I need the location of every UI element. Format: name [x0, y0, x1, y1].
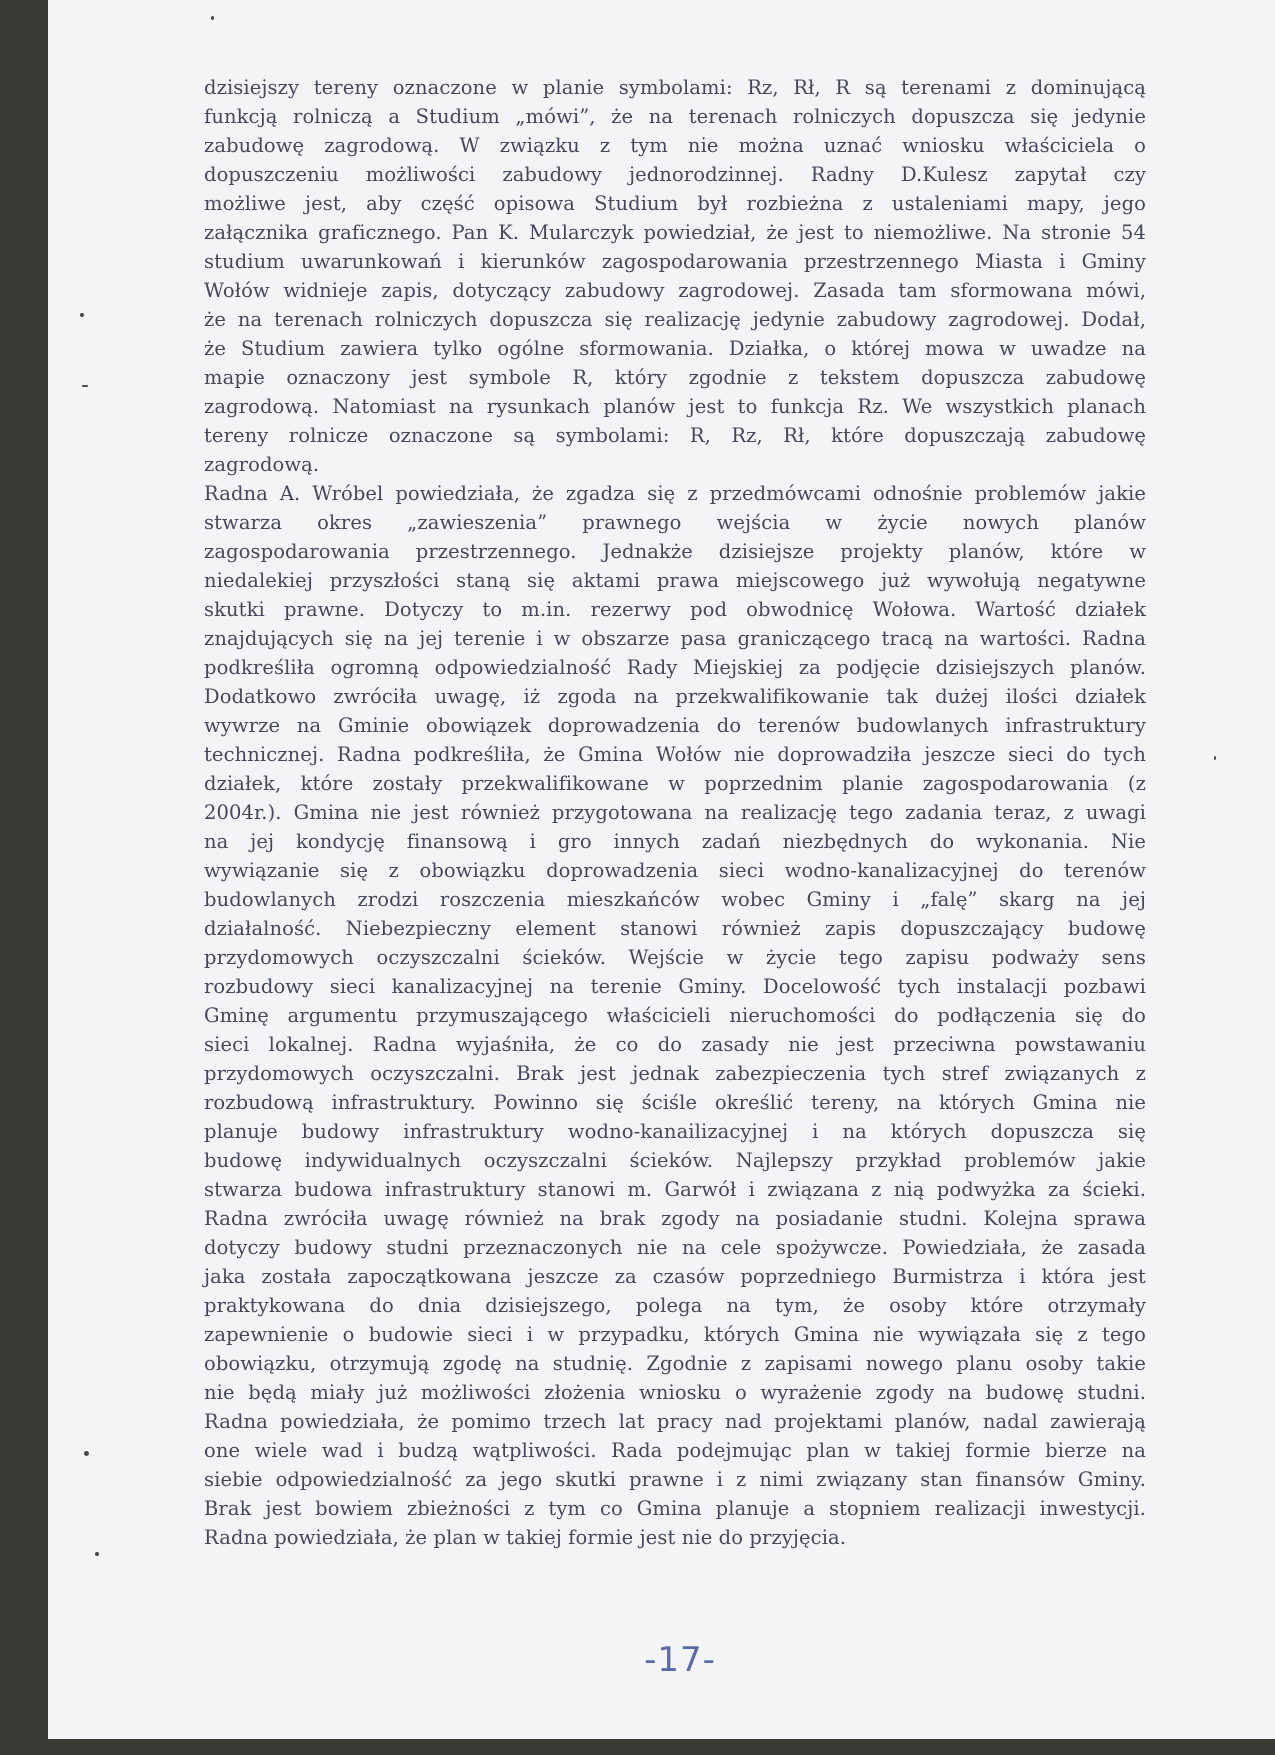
text-line: tereny rolnicze oznaczone są symbolami: R, Rz, Rł, które dopuszczają zabudowę	[204, 424, 1146, 447]
text-line: Radna zwróciła uwagę również na brak zgody na posiadanie studni. Kolejna sprawa	[204, 1207, 1146, 1230]
text-line: przydomowych oczyszczalni ścieków. Wejście w życie tego zapisu podważy sens	[204, 946, 1146, 969]
scan-speck	[95, 1552, 99, 1556]
text-line: zagospodarowania przestrzennego. Jednakże dzisiejsze projekty planów, które w	[204, 540, 1146, 563]
text-line: funkcją rolniczą a Studium „mówi”, że na terenach rolniczych dopuszcza się jedynie	[204, 105, 1146, 128]
scan-speck	[1214, 756, 1216, 760]
text-line: dzisiejszy tereny oznaczone w planie symbolami: Rz, Rł, R są terenami z dominującą	[204, 76, 1146, 99]
text-line: Wołów widnieje zapis, dotyczący zabudowy zagrodowej. Zasada tam sformowana mówi,	[204, 279, 1146, 302]
text-line: planuje budowy infrastruktury wodno-kanailizacyjnej i na których dopuszcza się	[204, 1120, 1146, 1143]
text-line: one wiele wad i budzą wątpliwości. Rada podejmując plan w takiej formie bierze na	[204, 1439, 1146, 1462]
text-line: 2004r.). Gmina nie jest również przygotowana na realizację tego zadania teraz, z uwagi	[204, 801, 1146, 824]
text-line: zapewnienie o budowie sieci i w przypadku, których Gmina nie wywiązała się z tego	[204, 1323, 1146, 1346]
scan-speck	[211, 16, 214, 20]
text-line: stwarza okres „zawieszenia” prawnego wejścia w życie nowych planów	[204, 511, 1146, 534]
text-line: obowiązku, otrzymują zgodę na studnię. Zgodnie z zapisami nowego planu osoby takie	[204, 1352, 1146, 1375]
text-line: nie będą miały już możliwości złożenia wniosku o wyrażenie zgody na budowę studni.	[204, 1381, 1146, 1404]
text-line: Radna powiedziała, że pomimo trzech lat pracy nad projektami planów, nadal zawierają	[204, 1410, 1146, 1433]
text-line: znajdujących się na jej terenie i w obszarze pasa graniczącego tracą na wartości. Radna	[204, 627, 1146, 650]
text-line: Dodatkowo zwróciła uwagę, iż zgoda na przekwalifikowanie tak dużej ilości działek	[204, 685, 1146, 708]
text-line: praktykowana do dnia dzisiejszego, polega na tym, że osoby które otrzymały	[204, 1294, 1146, 1317]
text-line: skutki prawne. Dotyczy to m.in. rezerwy pod obwodnicę Wołowa. Wartość działek	[204, 598, 1146, 621]
text-line: technicznej. Radna podkreśliła, że Gmina Wołów nie doprowadziła jeszcze sieci do tych	[204, 743, 1146, 766]
text-line: Radna A. Wróbel powiedziała, że zgadza się z przedmówcami odnośnie problemów jakie	[204, 482, 1146, 505]
text-line: dopuszczeniu możliwości zabudowy jednorodzinnej. Radny D.Kulesz zapytał czy	[204, 163, 1146, 186]
text-line: działek, które zostały przekwalifikowane w poprzednim planie zagospodarowania (z	[204, 772, 1146, 795]
scan-speck	[84, 1451, 89, 1456]
text-line: budowę indywidualnych oczyszczalni ścieków. Najlepszy przykład problemów jakie	[204, 1149, 1146, 1172]
text-line: załącznika graficznego. Pan K. Mularczyk powiedział, że jest to niemożliwe. Na stronie 54	[204, 221, 1146, 244]
text-line: stwarza budowa infrastruktury stanowi m. Garwół i związana z nią podwyżka za ścieki.	[204, 1178, 1146, 1201]
text-line: przydomowych oczyszczalni. Brak jest jednak zabezpieczenia tych stref związanych z	[204, 1062, 1146, 1085]
text-line: działalność. Niebezpieczny element stanowi również zapis dopuszczający budowę	[204, 917, 1146, 940]
text-line: siebie odpowiedzialność za jego skutki prawne i z nimi związany stan finansów Gminy.	[204, 1468, 1146, 1491]
scan-speck	[80, 313, 84, 317]
text-line: niedalekiej przyszłości staną się aktami prawa miejscowego już wywołują negatywne	[204, 569, 1146, 592]
text-line: Gminę argumentu przymuszającego właścicieli nieruchomości do podłączenia się do	[204, 1004, 1146, 1027]
text-line: Radna powiedziała, że plan w takiej formie jest nie do przyjęcia.	[204, 1526, 847, 1549]
scan-bottom-edge	[0, 1739, 1275, 1755]
text-line: dotyczy budowy studni przeznaczonych nie na cele spożywcze. Powiedziała, że zasada	[204, 1236, 1146, 1259]
text-line: że na terenach rolniczych dopuszcza się realizację jedynie zabudowy zagrodowej. Dodał,	[204, 308, 1146, 331]
text-line: wywrze na Gminie obowiązek doprowadzenia do terenów budowlanych infrastruktury	[204, 714, 1146, 737]
text-line: zabudowę zagrodową. W związku z tym nie można uznać wniosku właściciela o	[204, 134, 1146, 157]
text-line: Brak jest bowiem zbieżności z tym co Gmina planuje a stopniem realizacji inwestycji.	[204, 1497, 1146, 1520]
text-line: jaka została zapoczątkowana jeszcze za czasów poprzedniego Burmistrza i która jest	[204, 1265, 1146, 1288]
scan-speck	[82, 385, 88, 387]
document-body	[204, 73, 1146, 1552]
text-line: budowlanych zrodzi roszczenia mieszkańców wobec Gminy i „falę” skarg na jej	[204, 888, 1146, 911]
text-line: rozbudowy sieci kanalizacyjnej na terenie Gminy. Docelowość tych instalacji pozbawi	[204, 975, 1146, 998]
text-line: studium uwarunkowań i kierunków zagospodarowania przestrzennego Miasta i Gminy	[204, 250, 1146, 273]
text-line: mapie oznaczony jest symbole R, który zgodnie z tekstem dopuszcza zabudowę	[204, 366, 1146, 389]
text-line: rozbudową infrastruktury. Powinno się ściśle określić tereny, na których Gmina nie	[204, 1091, 1146, 1114]
text-line: podkreśliła ogromną odpowiedzialność Rady Miejskiej za podjęcie dzisiejszych planów.	[204, 656, 1146, 679]
text-line: możliwe jest, aby część opisowa Studium był rozbieżna z ustaleniami mapy, jego	[204, 192, 1146, 215]
page-number: -17-	[644, 1640, 716, 1680]
text-line: sieci lokalnej. Radna wyjaśniła, że co do zasady nie jest przeciwna powstawaniu	[204, 1033, 1146, 1056]
text-line: że Studium zawiera tylko ogólne sformowania. Działka, o której mowa w uwadze na	[204, 337, 1146, 360]
text-line: na jej kondycję finansową i gro innych zadań niezbędnych do wykonania. Nie	[204, 830, 1146, 853]
text-line: wywiązanie się z obowiązku doprowadzenia sieci wodno-kanalizacyjnej do terenów	[204, 859, 1146, 882]
text-line: zagrodową. Natomiast na rysunkach planów jest to funkcja Rz. We wszystkich planach	[204, 395, 1146, 418]
text-line: zagrodową.	[204, 453, 320, 476]
scan-left-edge	[0, 0, 48, 1755]
